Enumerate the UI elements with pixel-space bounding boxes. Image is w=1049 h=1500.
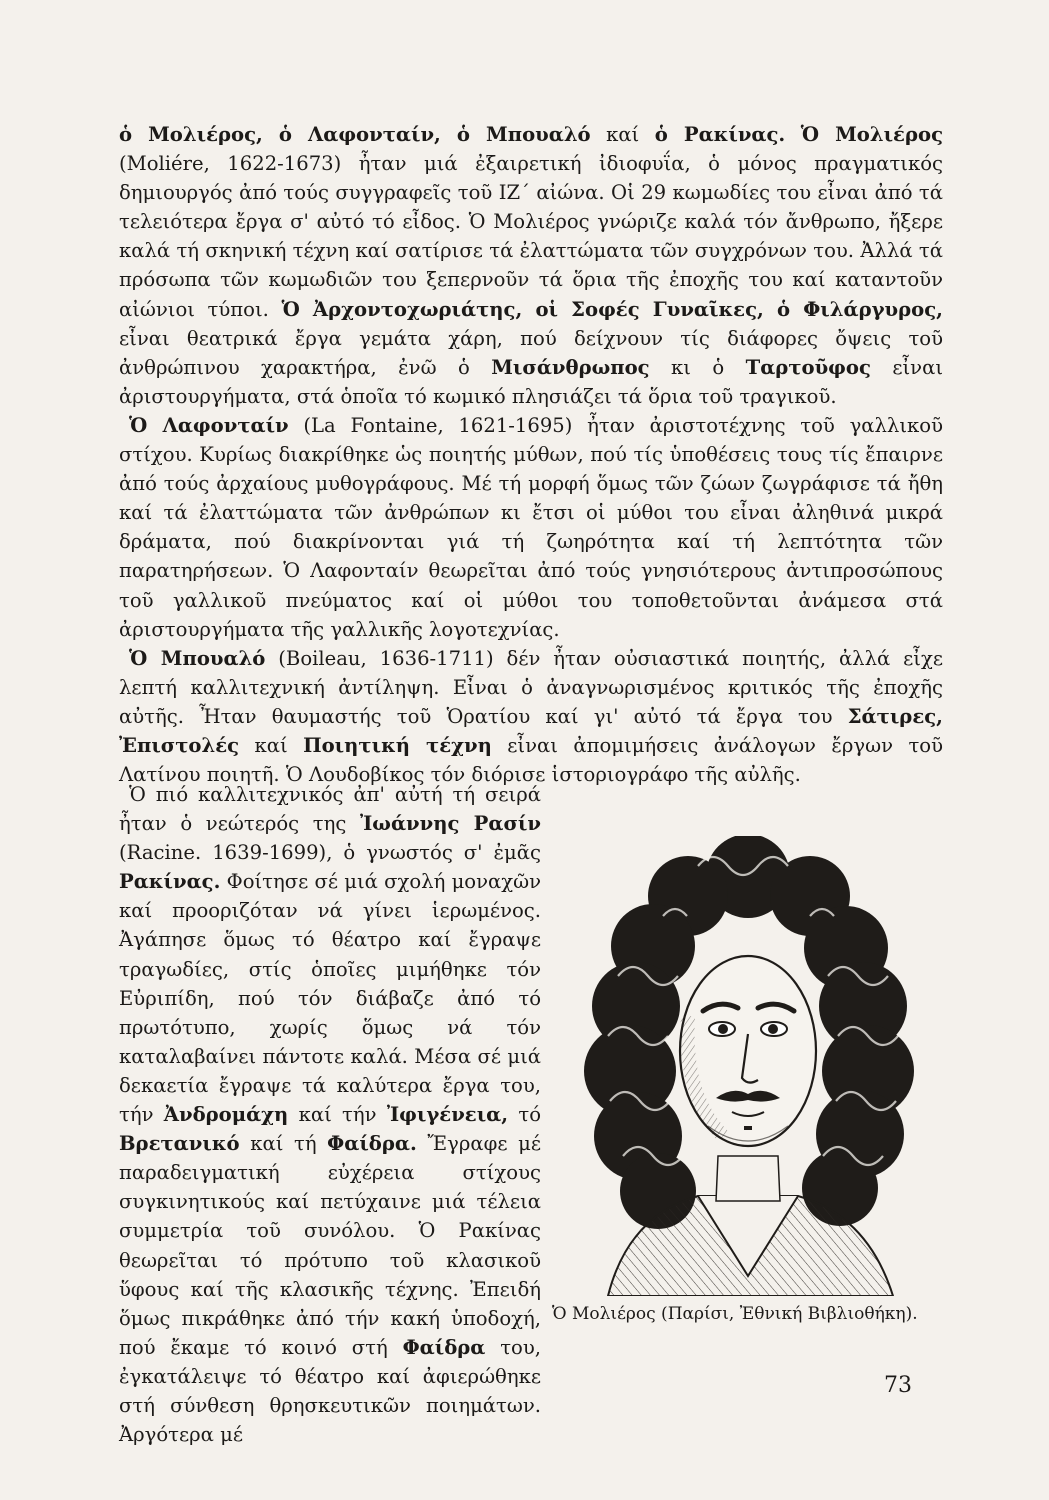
figure-caption: Ὁ Μολιέρος (Παρίσι, Ἐθνική Βιβλιοθήκη). [552,1304,918,1324]
bold-term: ὁ Μολιέρος, ὁ Λαφονταίν, ὁ Μπουαλό [119,123,591,146]
bold-term: Ἰφιγένεια, [386,1103,509,1127]
text-run: Φοίτησε σέ μιά σχολή μοναχῶν καί προοριζόταν νά γίνει ἱερωμένος. Ἀγάπησε ὅμως τό θέατρο καί ἔγραψε τραγωδίες, στίς ὁποῖες μιμήθηκε τόν Εὐριπίδη, πού τόν διάβαζε ἀπό τό πρωτότυπο, χωρίς ὅμως νά τόν καταλαβαίνει πάντοτε καλά. Μέσα σέ μιά δεκαετία ἔγραψε τά καλύτερα ἔργα του, τήν [119,870,542,1127]
paragraph-boileau [119,644,943,789]
paragraph-lafontaine [119,411,943,644]
bold-term: Ἰωάννης Ρασίν [359,812,541,836]
text-run: κι ὁ [649,355,746,379]
bold-term: Ἀνδρομάχη [163,1103,289,1127]
bold-term: ὁ Ρακίνας. [654,123,786,146]
bold-term: Ποιητική τέχνη [303,733,492,757]
bold-term: Ὁ Μπουαλό [129,646,266,670]
text-run: εἶναι ἀριστουργήματα, στά ὁποῖα τό κωμικό πλησιάζει τά ὅρια τοῦ τραγικοῦ. [119,355,943,408]
text-run: Ἔγραφε μέ παραδειγματική εὐχέρεια στίχους συγκινητικούς καί πετύχαινε μιά τέλεια συμμετρία τοῦ συνόλου. Ὁ Ρακίνας θεωρεῖται τό πρότυπο τοῦ κλασικοῦ ὕφους καί τῆς κλασικῆς τέχνης. Ἐπειδή ὅμως πικράθηκε ἀπό τήν κακή ὑποδοχή, πού ἔκαμε τό κοινό στή [119,1132,541,1359]
bold-term: Φαίδρα. [327,1132,417,1156]
text-run: Ὁ πιό καλλιτεχνικός ἀπ' αὐτή τή σειρά ἦταν ὁ νεώτερός της [119,783,541,836]
text-run: (La Fontaine, 1621-1695) ἦταν ἀριστοτέχνης τοῦ γαλλικοῦ στίχου. Κυρίως διακρίθηκε ὡς ποιητής μύθων, πού τίς ὑποθέσεις τους τίς ἔπαιρνε ἀπό τούς ἀρχαίους μυθογράφους. Μέ τή μορφή ὅμως τῶν ζώων ζωγράφισε τά ἤθη καί τά ἐλαττώματα τῶν ἀνθρώπων κι ἔτσι οἱ μύθοι του εἶναι ἀληθινά μικρά δράματα, πού διακρίνονται γιά τή ζωηρότητα καί τή λεπτότητα τῶν παρατηρήσεων. Ὁ Λαφονταίν θεωρεῖται ἀπό τούς γνησιότερους ἀντιπροσώπους τοῦ γαλλικοῦ πνεύματος καί οἱ μύθοι του τοποθετοῦνται ἀνάμεσα στά ἀριστουργήματα τῆς γαλλικῆς λογοτεχνίας. [119,413,943,641]
bold-term: Μισάνθρωπος [491,355,650,379]
paragraph-moliere [119,120,943,411]
bold-term: Φαίδρα [402,1335,486,1359]
text-run: (Boileau, 1636-1711) δέν ἦταν οὐσιαστικά ποιητής, ἀλλά εἶχε λεπτή καλλιτεχνική ἀντίληψη. Εἶναι ὁ ἀναγνωρισμένος κριτικός τῆς ἐποχῆς αὐτῆς. Ἦταν θαυμαστής τοῦ Ὁρατίου καί γι' αὐτό τά ἔργα του [119,646,943,728]
text-run: καί τή [239,1132,328,1156]
bold-term: Ὁ Ἀρχοντοχωριάτης, οἱ Σοφές Γυναῖκες, ὁ Φιλάργυρος, [281,297,943,321]
text-run: τό [508,1103,541,1127]
page-number: 73 [884,1373,912,1398]
bold-term: Ὁ Λαφονταίν [129,413,289,437]
text-run: καί τήν [288,1103,387,1127]
text-run: καί [590,123,655,146]
text-run: καί [239,733,304,757]
text-run [785,123,800,146]
text-run: εἶναι θεατρικά ἔργα γεμάτα χάρη, πού δείχνουν τίς διάφορες ὄψεις τοῦ ἀνθρώπινου χαρακτήρα, ἐνῶ ὁ [119,326,943,379]
bold-term: Ρακίνας. [119,870,221,894]
paragraph-racine [119,780,541,1449]
text-run: (Moliére, 1622-1673) ἦταν μιά ἐξαιρετική ἰδιοφυΐα, ὁ μόνος πραγματικός δημιουργός ἀπό τούς συγγραφεῖς τοῦ ΙΖ΄ αἰώνα. Οἱ 29 κωμωδίες του εἶναι ἀπό τά τελειότερα ἔργα σ' αὐτό τό εἶδος. Ὁ Μολιέρος γνώριζε καλά τόν ἄνθρωπο, ἤξερε καλά τή σκηνική τέχνη καί σατίρισε τά ἐλαττώματα τῶν συγχρόνων του. Ἀλλά τά πρόσωπα τῶν κωμωδιῶν του ξεπερνοῦν τά ὅρια τῆς ἐποχῆς του καί καταντοῦν αἰώνιοι τύποι. [119,152,943,321]
bold-term: Ταρτοῦφος [745,355,871,379]
full-width-text [119,120,943,789]
left-column-text [119,780,541,1449]
text-run: εἶναι ἀπομιμήσεις ἀνάλογων ἔργων τοῦ Λατίνου ποιητῆ. Ὁ Λουδοβίκος τόν διόρισε ἱστοριογράφο τῆς αὐλῆς. [119,733,943,787]
text-run: (Racine. 1639-1699), ὁ γνωστός σ' ἐμᾶς [119,841,541,865]
bold-term: Σάτιρες, Ἐπιστολές [119,704,943,757]
text-run: του, ἐγκατάλειψε τό θέατρο καί ἀφιερώθηκε στή σύνθεση θρησκευτικῶν ποιημάτων. Ἀργότερα μέ [119,1335,541,1447]
bold-term: Ὁ Μολιέρος [800,123,944,146]
portrait-engraving-icon [548,836,948,1296]
bold-term: Βρετανικό [119,1132,240,1156]
